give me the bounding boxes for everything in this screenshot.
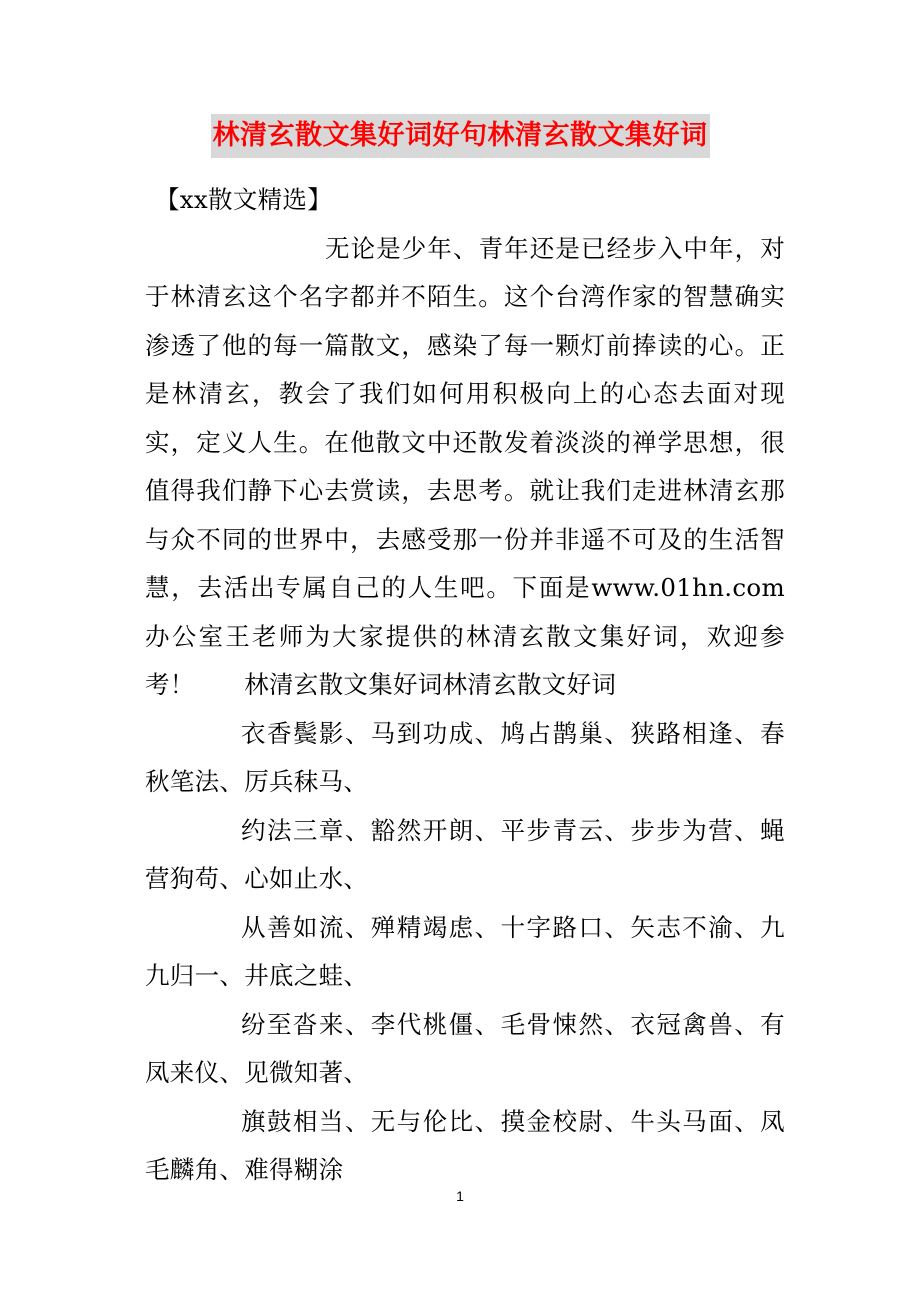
intro-paragraph: 无论是少年、青年还是已经步入中年，对于林清玄这个名字都并不陌生。这个台湾作家的智慧确实渗透了他的每一篇散文，感染了每一颗灯前捧读的心。正是林清玄，教会了我们如何用积极向上的心态去面对现实，定义人生。在他散文中还散发着淡淡的禅学思想，很值得我们静下心去赏读，去思考。就让我们走进林清玄那与众不同的世界中，去感受那一份并非遥不可及的生活智慧，去活出专属自己的人生吧。下面是www.01hn.com办公室王老师为大家提供的林清玄散文集好词，欢迎参考！ 林清玄散文集好词林清玄散文好词 xyxy=(145,233,785,699)
section-heading: 【xx散文精选】 xyxy=(155,185,333,214)
document-body xyxy=(145,176,785,1195)
word-group: 约法三章、豁然开朗、平步青云、步步为营、蝇营狗苟、心如止水、 xyxy=(145,815,785,893)
word-group: 纷至沓来、李代桃僵、毛骨悚然、衣冠禽兽、有凤来仪、见微知著、 xyxy=(145,1009,785,1087)
page-number: 1 xyxy=(456,1188,464,1204)
title-container xyxy=(0,114,920,158)
word-group: 旗鼓相当、无与伦比、摸金校尉、牛头马面、凤毛麟角、难得糊涂 xyxy=(145,1106,785,1184)
word-group: 从善如流、殚精竭虑、十字路口、矢志不渝、九九归一、井底之蛙、 xyxy=(145,912,785,990)
word-group: 衣香鬓影、马到功成、鸠占鹊巢、狭路相逢、春秋笔法、厉兵秣马、 xyxy=(145,718,785,796)
document-title: 林清玄散文集好词好句林清玄散文集好词 xyxy=(211,114,710,158)
